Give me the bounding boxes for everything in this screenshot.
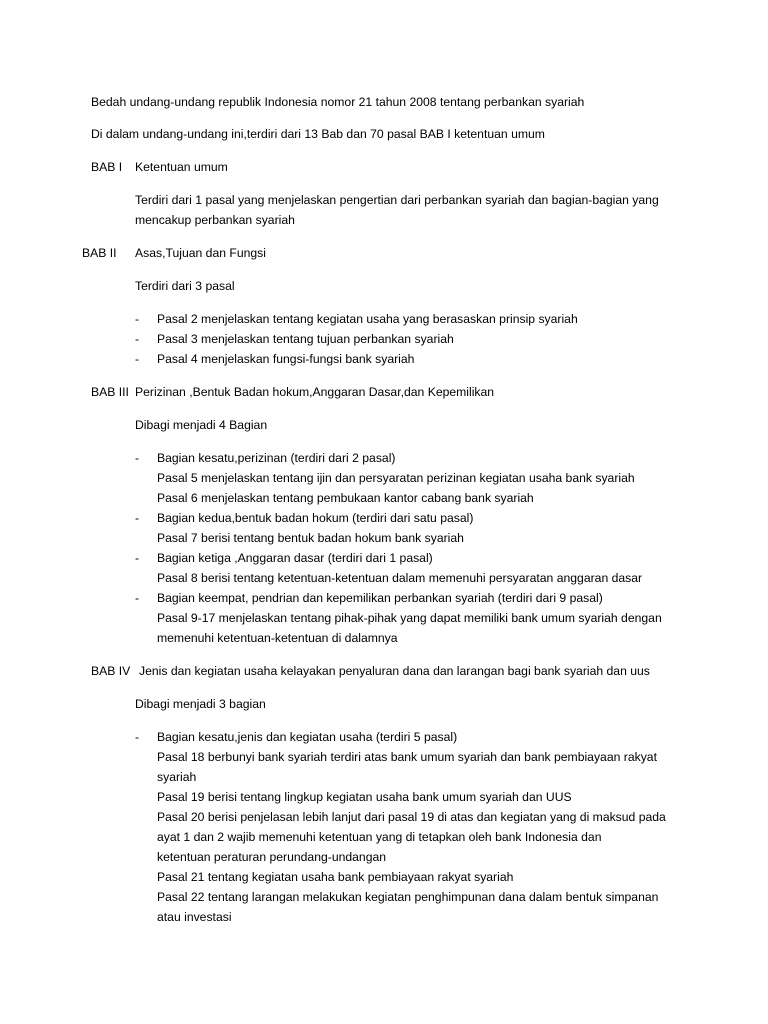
pasal-line: Pasal 20 berisi penjelasan lebih lanjut dari pasal 19 di atas dan kegiatan yang di maksud pada: [157, 810, 666, 824]
bagian-title: Bagian kesatu,jenis dan kegiatan usaha (terdiri 5 pasal): [157, 730, 458, 744]
bab-3-sub: Dibagi menjadi 4 Bagian: [135, 418, 268, 432]
pasal-line: Pasal 19 berisi tentang lingkup kegiatan usaha bank umum syariah dan UUS: [157, 790, 572, 804]
bab-4-label: BAB IV: [91, 664, 131, 678]
pasal-line: Pasal 8 berisi tentang ketentuan-ketentuan dalam memenuhi persyaratan anggaran dasar: [157, 571, 643, 585]
pasal-line: ketentuan peraturan perundang-undangan: [157, 850, 387, 864]
bullet-dash: -: [135, 551, 140, 565]
pasal-line: Pasal 22 tentang larangan melakukan kegiatan penghimpunan dana dalam bentuk simpanan: [157, 890, 659, 904]
pasal-line: Pasal 7 berisi tentang bentuk badan hokum bank syariah: [157, 531, 464, 545]
pasal-line: atau investasi: [157, 910, 232, 924]
list-item: Pasal 3 menjelaskan tentang tujuan perbankan syariah: [157, 332, 454, 346]
bullet-dash: -: [135, 451, 140, 465]
bab-1-heading: Ketentuan umum: [135, 160, 228, 174]
bab-2-label: BAB II: [82, 246, 117, 260]
bab-1-desc-line-1: Terdiri dari 1 pasal yang menjelaskan pengertian dari perbankan syariah dan bagian-bagian yang: [135, 193, 659, 207]
bullet-dash: -: [135, 591, 140, 605]
pasal-line: memenuhi ketentuan-ketentuan di dalamnya: [157, 631, 398, 645]
document-summary: Di dalam undang-undang ini,terdiri dari 13 Bab dan 70 pasal BAB I ketentuan umum: [91, 127, 545, 141]
bagian-title: Bagian ketiga ,Anggaran dasar (terdiri dari 1 pasal): [157, 551, 433, 565]
bab-4-heading: Jenis dan kegiatan usaha kelayakan penyaluran dana dan larangan bagi bank syariah dan uus: [139, 664, 650, 678]
bab-3-heading: Perizinan ,Bentuk Badan hokum,Anggaran Dasar,dan Kepemilikan: [135, 385, 495, 399]
bullet-dash: -: [135, 511, 140, 525]
bullet-dash: -: [135, 332, 140, 346]
pasal-line: Pasal 9-17 menjelaskan tentang pihak-pihak yang dapat memiliki bank umum syariah dengan: [157, 611, 662, 625]
bullet-dash: -: [135, 352, 140, 366]
bab-3-label: BAB III: [91, 385, 129, 399]
bagian-title: Bagian keempat, pendrian dan kepemilikan perbankan syariah (terdiri dari 9 pasal): [157, 591, 603, 605]
pasal-line: Pasal 21 tentang kegiatan usaha bank pembiayaan rakyat syariah: [157, 870, 514, 884]
pasal-line: Pasal 5 menjelaskan tentang ijin dan persyaratan perizinan kegiatan usaha bank syariah: [157, 471, 635, 485]
list-item: Pasal 2 menjelaskan tentang kegiatan usaha yang berasaskan prinsip syariah: [157, 312, 578, 326]
bagian-title: Bagian kedua,bentuk badan hokum (terdiri dari satu pasal): [157, 511, 474, 525]
pasal-line: Pasal 6 menjelaskan tentang pembukaan kantor cabang bank syariah: [157, 491, 534, 505]
list-item: Pasal 4 menjelaskan fungsi-fungsi bank syariah: [157, 352, 415, 366]
document-title: Bedah undang-undang republik Indonesia nomor 21 tahun 2008 tentang perbankan syariah: [91, 95, 585, 109]
bullet-dash: -: [135, 312, 140, 326]
bab-4-sub: Dibagi menjadi 3 bagian: [135, 697, 266, 711]
pasal-line: syariah: [157, 770, 197, 784]
pasal-line: Pasal 18 berbunyi bank syariah terdiri atas bank umum syariah dan bank pembiayaan rakyat: [157, 750, 657, 764]
bab-2-sub: Terdiri dari 3 pasal: [135, 279, 235, 293]
pasal-line: ayat 1 dan 2 wajib memenuhi ketentuan yang di tetapkan oleh bank Indonesia dan: [157, 830, 602, 844]
bullet-dash: -: [135, 730, 140, 744]
bagian-title: Bagian kesatu,perizinan (terdiri dari 2 pasal): [157, 451, 396, 465]
bab-1-desc-line-2: mencakup perbankan syariah: [135, 213, 295, 227]
bab-1-label: BAB I: [91, 160, 123, 174]
bab-2-heading: Asas,Tujuan dan Fungsi: [135, 246, 266, 260]
